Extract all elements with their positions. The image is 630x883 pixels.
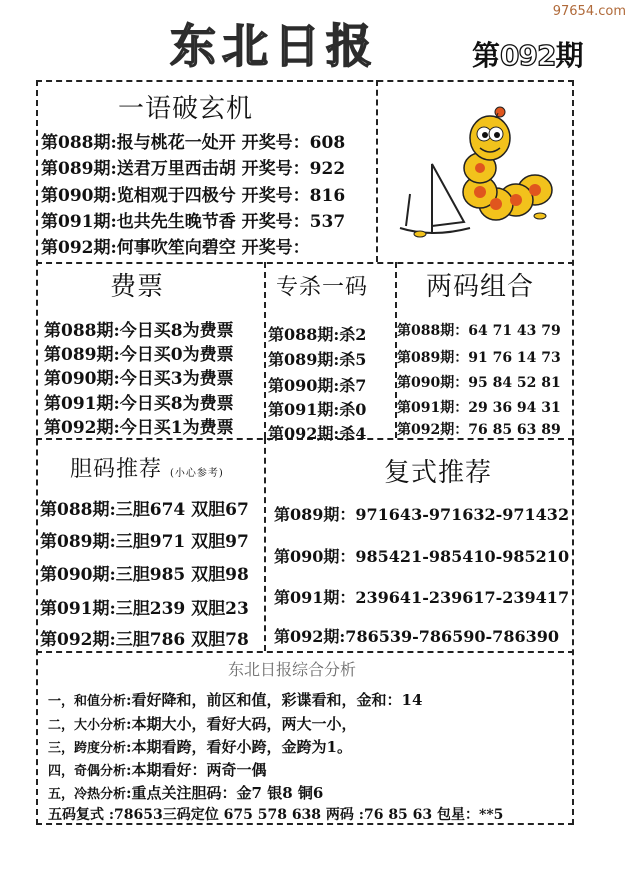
two-code-row: 第088期：64 71 43 79 [397,323,561,339]
fee-row: 第088期:今日买8为费票 [44,321,234,341]
gall-heading [70,452,224,483]
riddle-row: 第092期:何事吹笙向碧空 开奖号： [41,238,310,258]
two-code-heading: 两码组合 [426,272,535,302]
fee-heading: 费票 [110,272,165,302]
gall-row: 第089期:三胆971 双胆97 [40,532,249,552]
summary-item [48,689,422,710]
kill-row: 第092期:杀4 [268,424,367,443]
issue-digits: 092 [500,39,556,72]
summary-item [48,782,323,803]
divider-top [36,262,574,264]
two-code-row: 第090期：95 84 52 81 [397,375,561,391]
compound-row: 第092期:786539-786590-786390 [274,627,559,646]
divider-summary [36,651,574,653]
compound-heading: 复式推荐 [384,458,493,488]
summary-item-label: 五，冷热分析 [48,787,127,802]
compound-row: 第091期：239641-239617-239417 [274,588,570,607]
summary-item-text: :本期大小，看好大码，两大一小， [126,715,357,733]
summary-item-text: :本期看跨，看好小跨，金跨为1。 [126,738,352,756]
summary-item-label: 四，奇偶分析 [48,764,127,779]
summary-item [48,713,357,734]
compound-row: 第090期：985421-985410-985210 [274,547,570,566]
site-watermark: 97654.com [552,4,626,19]
summary-item-label: 三，跨度分析 [48,741,127,756]
gall-row: 第090期:三胆985 双胆98 [40,565,249,585]
issue-number [472,34,583,74]
kill-row: 第088期:杀2 [268,325,367,344]
fee-row: 第092期:今日买1为费票 [44,418,234,438]
gall-note: (小心参考) [170,468,224,479]
summary-item-text: :看好降和，前区和值，彩谍看和，金和：14 [126,691,423,709]
two-code-row: 第091期：29 36 94 31 [397,400,561,416]
summary-bottom-line: 五码复式 :78653三码定位 675 578 638 两码 :76 85 63 包星：**5 [48,807,504,823]
kill-heading: 专杀一码 [276,275,369,300]
riddle-heading: 一语破玄机 [118,94,254,124]
riddle-row: 第090期:览相观于四极兮 开奖号：816 [41,186,346,206]
summary-item-label: 一，和值分析 [48,694,127,709]
two-code-row: 第089期：91 76 14 73 [397,350,561,366]
gall-heading-text: 胆码推荐 [70,457,163,482]
gall-row: 第091期:三胆239 双胆23 [40,599,249,619]
fee-row: 第089期:今日买0为费票 [44,345,234,365]
summary-title: 东北日报综合分析 [228,660,357,679]
summary-item [48,759,267,780]
summary-item [48,736,352,757]
kill-row: 第091期:杀0 [268,400,367,419]
summary-item-text: :本期看好：两奇一偶 [126,761,267,779]
two-code-row: 第092期：76 85 63 89 [397,422,561,438]
fee-row: 第091期:今日买8为费票 [44,394,234,414]
gall-row: 第088期:三胆674 双胆67 [40,500,249,520]
riddle-row: 第088期:报与桃花一处开 开奖号：608 [41,133,346,153]
compound-row: 第089期：971643-971632-971432 [274,505,570,524]
divider-gall-compound [264,438,266,651]
divider-riddle-image [376,80,378,262]
caterpillar-mascot-illustration [392,104,564,246]
riddle-row: 第091期:也共先生晚节香 开奖号：537 [41,212,346,232]
summary-item-label: 二，大小分析 [48,718,127,733]
divider-fee-kill [264,262,266,438]
issue-suffix: 期 [555,39,584,72]
issue-prefix: 第 [472,39,501,72]
gall-row: 第092期:三胆786 双胆78 [40,630,249,650]
newspaper-title: 东北日报 [170,19,378,73]
kill-row: 第090期:杀7 [268,376,367,395]
kill-row: 第089期:杀5 [268,350,367,369]
riddle-row: 第089期:送君万里西击胡 开奖号：922 [41,159,346,179]
fee-row: 第090期:今日买3为费票 [44,369,234,389]
summary-item-text: :重点关注胆码：金7 银8 铜6 [126,784,324,802]
